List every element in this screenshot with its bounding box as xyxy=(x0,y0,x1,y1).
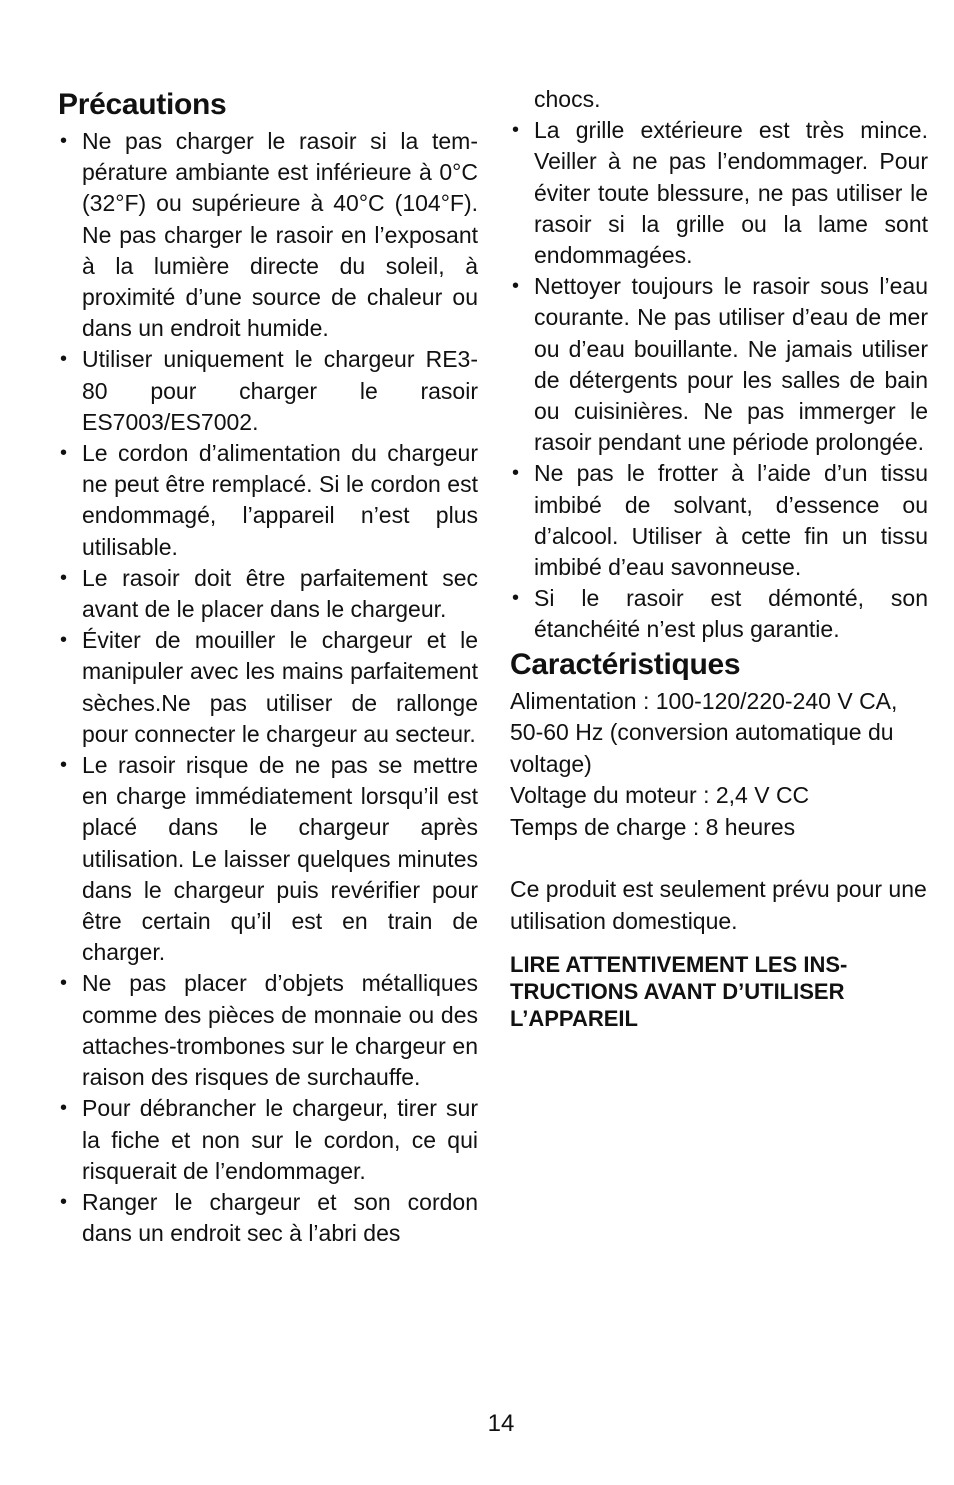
continued-text: chocs. xyxy=(534,86,601,112)
list-item: • Nettoyer toujours le rasoir sous l’eau courante. Ne pas utiliser d’eau de mer ou d’eau bouillante. Ne jamais utiliser de détergents pour les salles de bain ou cuisinières. Ne pas immerger le rasoir pendant une période prolongée. xyxy=(510,271,928,458)
list-item: • Ne pas charger le rasoir si la température ambiante est inférieure à 0°C (32°F) ou supérieure à 40°C (104°F). Ne pas charger le rasoir en l’exposant à la lumière directe du soleil, à proximité d’une source de chaleur ou dans un endroit humide. xyxy=(58,126,478,344)
precautions-list-left xyxy=(58,126,478,1249)
caracteristiques-title: Caractéristiques xyxy=(510,647,741,681)
read-instructions-warning: LIRE ATTENTIVEMENT LES INSTRUCTIONS AVANT D’UTILISER L’APPAREIL xyxy=(510,952,848,1032)
spec-motor-voltage: Voltage du moteur : 2,4 V CC xyxy=(510,782,810,809)
list-item: • Le rasoir doit être parfaitement sec avant de le placer dans le chargeur. xyxy=(58,563,478,625)
list-item: • Le rasoir risque de ne pas se mettre en charge immédiatement lorsqu’il est placé dans le chargeur après utilisation. Le laisser quelques minutes dans le chargeur puis revérifier pour être certain qu’il est en train de charger. xyxy=(58,750,478,968)
list-item: • Ne pas le frotter à l’aide d’un tissu imbibé de solvant, d’essence ou d’alcool. Utiliser à cette fin un tissu imbibé d’eau savonneuse. xyxy=(510,458,928,583)
left-column xyxy=(58,86,478,1249)
precautions-list-right xyxy=(510,115,928,645)
list-item: • Éviter de mouiller le chargeur et le manipuler avec les mains parfaitement sèches.Ne pas utiliser de rallonge pour connecter le chargeur au secteur. xyxy=(58,625,478,750)
list-item: • Ranger le chargeur et son cordon dans un endroit sec à l’abri des xyxy=(58,1187,478,1249)
list-item: • La grille extérieure est très mince. Veiller à ne pas l’endommager. Pour éviter toute blessure, ne pas utiliser le rasoir si la grille ou la lame sont endommagées. xyxy=(510,115,928,271)
spec-charge-time: Temps de charge : 8 heures xyxy=(510,813,796,840)
list-item: • Si le rasoir est démonté, son étanchéité n’est plus garantie. xyxy=(510,583,928,645)
spec-power: Alimentation : 100-120/220-240 V CA, 50-60 Hz (conversion automatique du voltage) xyxy=(510,687,898,777)
list-item: • Ne pas placer d’objets métalliques comme des pièces de monnaie ou des attaches-trombones sur le chargeur en raison des risques de surchauffe. xyxy=(58,968,478,1093)
precautions-title: Précautions xyxy=(58,88,227,121)
spacer xyxy=(510,843,928,873)
list-item: • Pour débrancher le chargeur, tirer sur la fiche et non sur le cordon, ce qui risquerait de l’endommager. xyxy=(58,1093,478,1187)
page-number: 14 xyxy=(487,1410,515,1437)
list-item: • Le cordon d’alimentation du chargeur ne peut être remplacé. Si le cordon est endommagé, l’appareil n’est plus utilisable. xyxy=(58,438,478,563)
list-item: • Utiliser uniquement le chargeur RE3-80 pour charger le rasoir ES7003/ES7002. xyxy=(58,344,478,438)
specifications xyxy=(510,686,928,844)
household-use-note: Ce produit est seulement prévu pour une utilisation domestique. xyxy=(510,876,927,935)
right-column xyxy=(510,84,928,1032)
